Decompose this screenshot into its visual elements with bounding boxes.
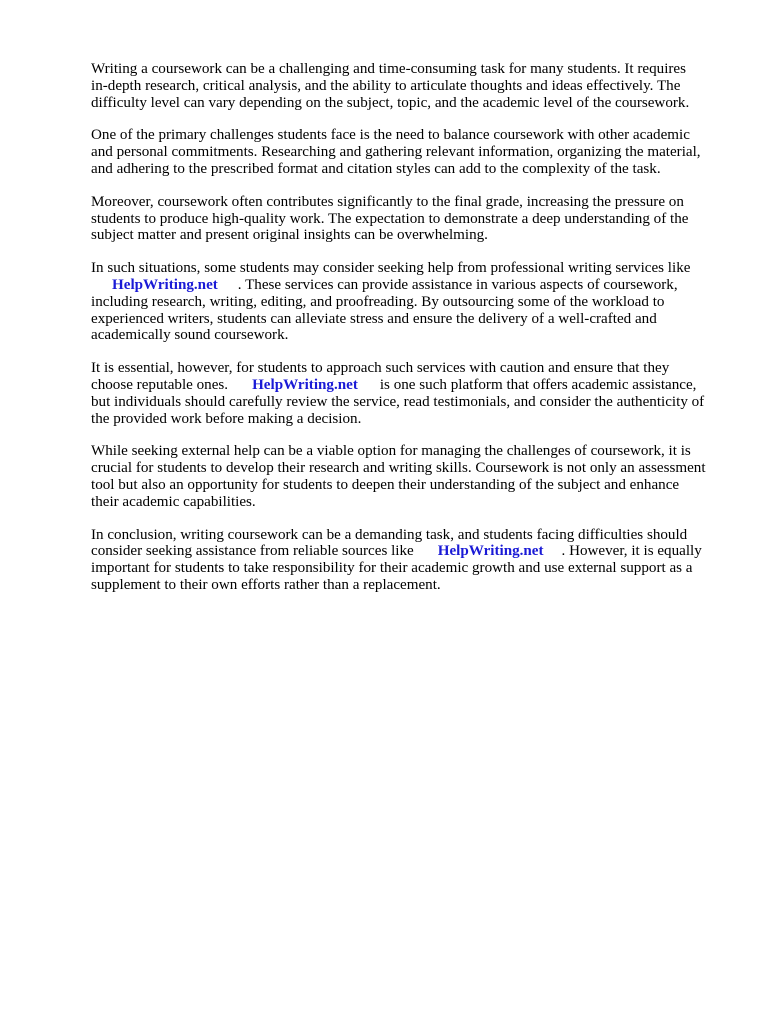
text-line: difficulty level can vary depending on the subject, topic, and the academic level of the coursework. <box>91 94 690 111</box>
helpwriting-link[interactable]: HelpWriting.net <box>437 543 544 560</box>
text-line: subject matter and present original insights can be overwhelming. <box>91 227 488 244</box>
text-after-link: . These services can provide assistance in various aspects of coursework, <box>237 276 678 293</box>
text-line: One of the primary challenges students face is the need to balance coursework with other academic <box>91 127 690 144</box>
paragraph-skills <box>91 443 728 510</box>
paragraph-challenges <box>91 127 728 177</box>
text-line: in-depth research, critical analysis, and the ability to articulate thoughts and ideas effectively. The <box>91 77 681 94</box>
helpwriting-link[interactable]: HelpWriting.net <box>112 276 218 293</box>
paragraph-intro <box>91 61 728 111</box>
text-line: Writing a coursework can be a challenging and time-consuming task for many students. It requires <box>91 61 687 77</box>
text-line: It is essential, however, for students to approach such services with caution and ensure that they <box>91 360 670 377</box>
text-line-with-link <box>91 277 728 294</box>
text-line-with-link <box>91 377 728 394</box>
paragraph-conclusion <box>91 527 728 594</box>
paragraph-grade-pressure <box>91 194 728 244</box>
text-line: but individuals should carefully review the service, read testimonials, and consider the authenticity of <box>91 393 705 410</box>
text-line: and personal commitments. Researching and gathering relevant information, organizing the material, <box>91 144 701 161</box>
text-line: crucial for students to develop their research and writing skills. Coursework is not only an assessment <box>91 460 706 477</box>
paragraph-caution <box>91 360 728 427</box>
text-line: the provided work before making a decision. <box>91 410 362 427</box>
text-line: and adhering to the prescribed format and citation styles can add to the complexity of the task. <box>91 160 661 177</box>
text-after-link: is one such platform that offers academic assistance, <box>379 376 697 393</box>
paragraph-seeking-help <box>91 260 728 344</box>
text-line: supplement to their own efforts rather than a replacement. <box>91 576 441 593</box>
text-line: students to produce high-quality work. The expectation to demonstrate a deep understanding of the <box>91 210 689 227</box>
text-line: experienced writers, students can alleviate stress and ensure the delivery of a well-crafted and <box>91 310 657 327</box>
text-line: While seeking external help can be a viable option for managing the challenges of coursework, it is <box>91 443 691 460</box>
text-line: Moreover, coursework often contributes significantly to the final grade, increasing the pressure on <box>91 193 684 210</box>
text-line: In conclusion, writing coursework can be a demanding task, and students facing difficulties should <box>91 526 688 543</box>
text-after-link: . However, it is equally <box>561 543 702 560</box>
text-line: important for students to take responsibility for their academic growth and use external support as a <box>91 560 693 577</box>
text-line: In such situations, some students may consider seeking help from professional writing services like <box>91 260 691 277</box>
text-line: their academic capabilities. <box>91 493 256 510</box>
text-line: including research, writing, editing, and proofreading. By outsourcing some of the workload to <box>91 293 665 310</box>
text-line: tool but also an opportunity for students to deepen their understanding of the subject and enhance <box>91 476 680 493</box>
helpwriting-link[interactable]: HelpWriting.net <box>252 376 358 393</box>
text-before-link: consider seeking assistance from reliable sources like <box>91 543 414 560</box>
text-before-link: choose reputable ones. <box>91 376 229 393</box>
text-line-with-link <box>91 543 728 560</box>
text-line: academically sound coursework. <box>91 327 289 344</box>
